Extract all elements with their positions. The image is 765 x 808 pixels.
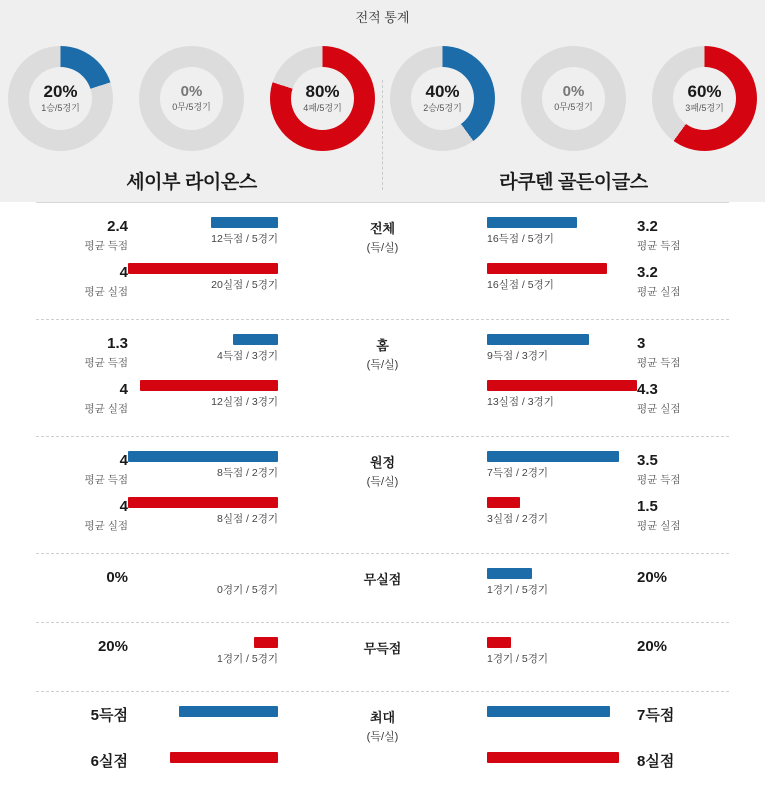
stat-row-home bbox=[36, 451, 278, 497]
donut-sublabel: 3패/5경기 bbox=[685, 103, 724, 114]
home-bar-label: 0경기 / 5경기 bbox=[216, 584, 278, 596]
away-blue-bar bbox=[487, 568, 532, 579]
home-value: 4 bbox=[119, 264, 128, 281]
stat-row bbox=[36, 568, 729, 612]
stat-label-sub: (득/실) bbox=[366, 731, 399, 743]
stat-row-away bbox=[487, 263, 729, 309]
away-red-bar bbox=[487, 380, 637, 391]
away-bar-label: 13실점 / 3경기 bbox=[487, 396, 554, 408]
home-side bbox=[36, 706, 278, 798]
stat-row-home bbox=[36, 497, 278, 543]
away-side bbox=[487, 217, 729, 309]
donut-percent: 80% bbox=[305, 81, 340, 101]
away-value: 3.2 bbox=[637, 218, 658, 235]
stat-label-main: 무득점 bbox=[363, 641, 402, 656]
away-bar-label: 1경기 / 5경기 bbox=[487, 653, 549, 665]
home-value: 4 bbox=[119, 381, 128, 398]
home-value: 4 bbox=[119, 498, 128, 515]
away-red-bar bbox=[487, 752, 619, 763]
home-bar-label: 12실점 / 3경기 bbox=[211, 396, 278, 408]
donut-hole bbox=[542, 67, 605, 130]
home-bar-cell bbox=[128, 497, 278, 526]
away-value: 20% bbox=[637, 569, 668, 586]
away-bar-label: 7득점 / 2경기 bbox=[487, 467, 549, 479]
home-value-cell bbox=[36, 497, 128, 533]
stat-center-label bbox=[278, 217, 487, 309]
home-value: 5득점 bbox=[90, 707, 128, 724]
away-value-cell bbox=[637, 334, 729, 370]
away-value-cell bbox=[637, 752, 729, 772]
home-bar-cell bbox=[128, 752, 278, 763]
home-bar-label: 1경기 / 5경기 bbox=[216, 653, 278, 665]
away-side bbox=[487, 334, 729, 426]
home-bar-cell bbox=[128, 451, 278, 480]
home-blue-bar bbox=[179, 706, 278, 717]
home-team-summary bbox=[1, 46, 383, 194]
home-bar-cell bbox=[128, 637, 278, 666]
away-bar-label: 16득점 / 5경기 bbox=[487, 233, 554, 245]
away-side bbox=[487, 706, 729, 798]
donut-percent: 40% bbox=[425, 81, 460, 101]
donut-sublabel: 0무/5경기 bbox=[554, 102, 593, 113]
stats-table bbox=[0, 202, 765, 808]
away-value-cell bbox=[637, 451, 729, 487]
away-bar-label: 9득점 / 3경기 bbox=[487, 350, 549, 362]
home-donut-group bbox=[8, 46, 375, 151]
stat-group bbox=[36, 553, 729, 622]
away-bar-cell bbox=[487, 637, 637, 666]
page-header bbox=[0, 0, 765, 32]
home-blue-bar bbox=[128, 451, 278, 462]
away-bar-cell bbox=[487, 263, 637, 292]
away-bar-label: 1경기 / 5경기 bbox=[487, 584, 549, 596]
away-team-summary bbox=[383, 46, 765, 194]
home-side bbox=[36, 451, 278, 543]
away-donut-0 bbox=[390, 46, 495, 151]
stat-label-sub: (득/실) bbox=[366, 242, 399, 254]
home-value: 4 bbox=[119, 452, 128, 469]
stat-group-body bbox=[36, 706, 729, 798]
home-value-cell bbox=[36, 263, 128, 299]
away-value-cell bbox=[637, 263, 729, 299]
away-value-cell bbox=[637, 497, 729, 533]
home-red-bar bbox=[128, 263, 278, 274]
away-blue-bar bbox=[487, 706, 610, 717]
stat-label-main: 홈 bbox=[376, 338, 389, 353]
away-blue-bar bbox=[487, 217, 577, 228]
home-bar-label: 20실점 / 5경기 bbox=[211, 279, 278, 291]
stat-group bbox=[36, 202, 729, 319]
away-value-caption: 평균 득점 bbox=[637, 239, 681, 252]
home-value: 2.4 bbox=[107, 218, 128, 235]
away-red-bar bbox=[487, 497, 520, 508]
home-red-bar bbox=[128, 497, 278, 508]
away-bar-label: 16실점 / 5경기 bbox=[487, 279, 554, 291]
stat-center-label bbox=[278, 568, 487, 588]
away-value: 3.5 bbox=[637, 452, 658, 469]
home-bar-label: 8득점 / 2경기 bbox=[216, 467, 278, 479]
home-side bbox=[36, 334, 278, 426]
away-bar-cell bbox=[487, 380, 637, 409]
home-value-caption: 평균 실점 bbox=[84, 285, 128, 298]
home-bar-label: 4득점 / 3경기 bbox=[216, 350, 278, 362]
donut-hole bbox=[411, 67, 474, 130]
away-value: 20% bbox=[637, 638, 668, 655]
stat-center-label bbox=[278, 637, 487, 657]
stat-label-sub: (득/실) bbox=[366, 359, 399, 371]
donut-sublabel: 1승/5경기 bbox=[41, 103, 80, 114]
away-value-caption: 평균 득점 bbox=[637, 473, 681, 486]
stat-label-main: 원정 bbox=[369, 455, 396, 470]
home-value-caption: 평균 실점 bbox=[84, 402, 128, 415]
away-side bbox=[487, 451, 729, 543]
home-bar-cell bbox=[128, 380, 278, 409]
home-side bbox=[36, 217, 278, 309]
stat-row-away bbox=[487, 752, 729, 798]
away-value: 3.2 bbox=[637, 264, 658, 281]
away-donut-group bbox=[390, 46, 757, 151]
away-value: 8실점 bbox=[637, 753, 675, 770]
donut-hole bbox=[673, 67, 736, 130]
stat-row-away bbox=[487, 451, 729, 497]
stat-row bbox=[36, 637, 729, 681]
stat-row-home bbox=[36, 380, 278, 426]
home-red-bar bbox=[170, 752, 278, 763]
stat-row-home bbox=[36, 752, 278, 798]
home-value: 20% bbox=[97, 638, 128, 655]
home-blue-bar bbox=[211, 217, 279, 228]
home-value-caption: 평균 득점 bbox=[84, 473, 128, 486]
home-value-caption: 평균 실점 bbox=[84, 519, 128, 532]
home-red-bar bbox=[140, 380, 278, 391]
away-blue-bar bbox=[487, 451, 619, 462]
donut-percent: 20% bbox=[43, 81, 78, 101]
away-team-name: 라쿠텐 골든이글스 bbox=[499, 172, 648, 193]
stat-center-label bbox=[278, 451, 487, 543]
stat-label-sub: (득/실) bbox=[366, 476, 399, 488]
home-value-cell bbox=[36, 568, 128, 588]
away-bar-cell bbox=[487, 706, 637, 717]
stat-row-away bbox=[487, 497, 729, 543]
home-donut-0 bbox=[8, 46, 113, 151]
donut-summary-area bbox=[0, 32, 765, 202]
home-value-cell bbox=[36, 217, 128, 253]
home-red-bar bbox=[254, 637, 278, 648]
stat-row-away bbox=[487, 334, 729, 380]
center-divider bbox=[382, 80, 383, 190]
stat-label-main: 전체 bbox=[369, 221, 396, 236]
stat-group bbox=[36, 691, 729, 808]
stat-row-home bbox=[36, 263, 278, 309]
away-value-cell bbox=[637, 380, 729, 416]
home-value: 0% bbox=[106, 569, 128, 586]
page-title: 전적 통계 bbox=[355, 9, 410, 25]
home-blue-bar bbox=[233, 334, 278, 345]
donut-hole bbox=[160, 67, 223, 130]
home-bar-cell bbox=[128, 217, 278, 246]
stat-group-body bbox=[36, 451, 729, 543]
donut-hole bbox=[291, 67, 354, 130]
away-bar-label: 3실점 / 2경기 bbox=[487, 513, 549, 525]
donut-percent: 0% bbox=[180, 82, 203, 100]
away-bar-cell bbox=[487, 217, 637, 246]
away-donut-2 bbox=[652, 46, 757, 151]
stat-row-away bbox=[487, 706, 729, 752]
home-value-cell bbox=[36, 451, 128, 487]
donut-sublabel: 2승/5경기 bbox=[423, 103, 462, 114]
away-bar-cell bbox=[487, 451, 637, 480]
stat-group bbox=[36, 319, 729, 436]
away-value-cell bbox=[637, 568, 729, 588]
away-value: 1.5 bbox=[637, 498, 658, 515]
home-value: 1.3 bbox=[107, 335, 128, 352]
donut-hole bbox=[29, 67, 92, 130]
home-value-cell bbox=[36, 380, 128, 416]
away-value: 4.3 bbox=[637, 381, 658, 398]
home-bar-label: 12득점 / 5경기 bbox=[211, 233, 278, 245]
away-red-bar bbox=[487, 637, 511, 648]
stat-row-away bbox=[487, 380, 729, 426]
donut-sublabel: 4패/5경기 bbox=[303, 103, 342, 114]
away-value: 3 bbox=[637, 335, 646, 352]
stat-label-main: 무실점 bbox=[363, 572, 402, 587]
stat-group bbox=[36, 436, 729, 553]
home-bar-cell bbox=[128, 263, 278, 292]
home-value-cell bbox=[36, 334, 128, 370]
away-bar-cell bbox=[487, 752, 637, 763]
away-value-caption: 평균 실점 bbox=[637, 519, 681, 532]
home-value-caption: 평균 득점 bbox=[84, 356, 128, 369]
home-bar-cell bbox=[128, 334, 278, 363]
away-value-caption: 평균 실점 bbox=[637, 402, 681, 415]
home-bar-cell bbox=[128, 706, 278, 717]
away-blue-bar bbox=[487, 334, 589, 345]
donut-percent: 60% bbox=[687, 81, 722, 101]
stat-center-label bbox=[278, 334, 487, 426]
home-value-cell bbox=[36, 637, 128, 657]
stat-group-body bbox=[36, 217, 729, 309]
home-value-cell bbox=[36, 752, 128, 772]
away-value-caption: 평균 실점 bbox=[637, 285, 681, 298]
away-bar-cell bbox=[487, 497, 637, 526]
away-bar-cell bbox=[487, 568, 637, 597]
stat-label-main: 최대 bbox=[369, 710, 396, 725]
stat-center-label bbox=[278, 706, 487, 798]
stat-row-home bbox=[36, 334, 278, 380]
stat-group bbox=[36, 622, 729, 691]
away-red-bar bbox=[487, 263, 607, 274]
home-team-name: 세이부 라이온스 bbox=[126, 172, 257, 193]
home-bar-cell bbox=[128, 568, 278, 597]
donut-sublabel: 0무/5경기 bbox=[172, 102, 211, 113]
away-value: 7득점 bbox=[637, 707, 675, 724]
home-value-caption: 평균 득점 bbox=[84, 239, 128, 252]
away-value-cell bbox=[637, 637, 729, 657]
away-value-cell bbox=[637, 217, 729, 253]
donut-percent: 0% bbox=[562, 82, 585, 100]
stat-group-body bbox=[36, 334, 729, 426]
stat-row-home bbox=[36, 217, 278, 263]
away-bar-cell bbox=[487, 334, 637, 363]
home-bar-label: 8실점 / 2경기 bbox=[216, 513, 278, 525]
stat-row-home bbox=[36, 706, 278, 752]
home-value: 6실점 bbox=[90, 753, 128, 770]
stat-row-away bbox=[487, 217, 729, 263]
away-donut-1 bbox=[521, 46, 626, 151]
home-donut-1 bbox=[139, 46, 244, 151]
away-value-caption: 평균 득점 bbox=[637, 356, 681, 369]
home-donut-2 bbox=[270, 46, 375, 151]
